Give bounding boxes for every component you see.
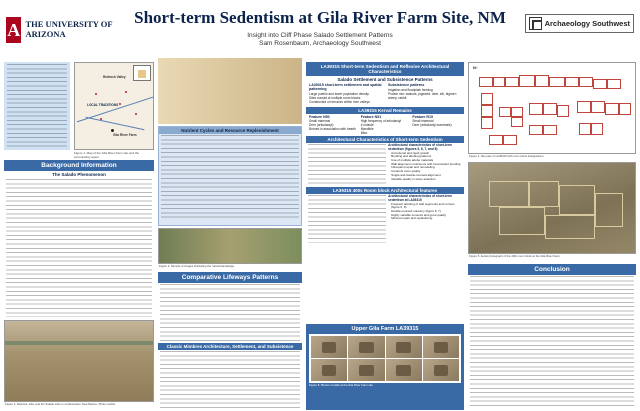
list-item: Double-coursed masonry (figure 6, 7) — [391, 209, 441, 214]
classic-mimbres-text — [158, 350, 302, 411]
arch-list-items — [388, 151, 464, 183]
column-1 — [4, 62, 154, 411]
wall-photo — [386, 359, 422, 381]
university-a-mark: A — [6, 17, 21, 43]
classic-mimbres-text-lines — [160, 351, 300, 411]
wall-photo — [311, 359, 347, 381]
background-section — [4, 160, 154, 318]
short-term-title: LA39315 Short-term Sedentism and Reflexive Architectural Characteristics — [306, 62, 464, 76]
archaeology-southwest-text: Archaeology Southwest — [544, 19, 630, 28]
map-label: Redrock Valley — [103, 75, 126, 79]
block-list-items — [388, 202, 464, 223]
room — [619, 103, 631, 115]
upper-gila-panel — [306, 324, 464, 410]
room — [529, 125, 543, 135]
column-2 — [158, 62, 302, 411]
column-4 — [468, 62, 636, 411]
comparative-text — [158, 283, 302, 343]
map-label: LOCAL TRADITIONS — [87, 103, 119, 107]
feature-item: Small mammal — [412, 118, 434, 123]
features-grid — [306, 114, 464, 136]
feature-block — [361, 115, 410, 135]
room — [499, 107, 511, 117]
poster-author: Sam Rosenbaum, Archaeology Southwest — [259, 40, 381, 47]
list-item: Single and double-coursed alignment — [391, 172, 441, 177]
block-list — [388, 194, 464, 244]
room — [529, 103, 543, 115]
list-item: Irrigation and floodplain farming — [388, 88, 433, 92]
list-item: Large pueblo and lower population density — [309, 92, 369, 96]
list-item: Constructed on terraces within river valleys — [309, 100, 370, 105]
background-title: Background Information — [4, 160, 154, 171]
feature-item: High frequency of artiodactyl — [360, 118, 402, 123]
title-block — [130, 8, 510, 47]
room — [607, 79, 621, 89]
wall-photo — [311, 336, 347, 358]
settlement-subtitle: Salado Settlement and Subsistence Patterns — [337, 77, 433, 82]
figure-5-caption: Figure 5. Aerial photograph of the 400s room block at the Gila River Farm — [469, 254, 560, 258]
block-section — [306, 194, 464, 244]
arch-list — [388, 143, 464, 187]
subsistence-list — [385, 83, 464, 106]
comparative-section — [158, 272, 302, 411]
background-text — [4, 178, 154, 318]
room — [481, 105, 493, 117]
room — [565, 77, 579, 87]
archaeology-southwest-logo — [525, 14, 634, 33]
room — [591, 123, 603, 135]
university-logo — [6, 10, 116, 50]
conclusion-text — [468, 275, 636, 407]
arch-list-title: Architectural characteristics of short-term sedentism (figures 5, 6, 7, and 8) — [388, 142, 452, 151]
comparative-text-lines — [160, 284, 300, 342]
subsistence-list-items — [385, 87, 464, 102]
room — [503, 135, 517, 145]
feature-name: Feature R19 — [412, 114, 433, 119]
poster-header — [0, 0, 640, 62]
wall-photo — [348, 359, 384, 381]
figure-8-caption: Figure 8. Photos of walls at the Gila River Farm site — [309, 383, 373, 387]
room — [489, 135, 503, 145]
room — [493, 77, 505, 87]
room — [535, 75, 549, 87]
wall-photo — [423, 359, 459, 381]
list-item: Use of multiple adobe materials — [391, 158, 434, 163]
feature-name: Feature N50 — [309, 114, 330, 119]
feature-item: Deer (artiodactyl) — [309, 122, 334, 127]
nutrient-text — [159, 134, 301, 222]
wall-photo — [386, 336, 422, 358]
room — [593, 79, 607, 89]
landscape-strip — [158, 228, 302, 264]
room — [543, 125, 557, 135]
settlement-list-items — [306, 91, 385, 106]
landscape-photo — [4, 320, 154, 402]
room — [511, 107, 523, 117]
feature-block — [309, 115, 358, 135]
arch-section — [306, 143, 464, 187]
nutrient-title: Nutrient Cycles and Resource Replenishment — [159, 127, 301, 134]
feature-item: # outside — [360, 122, 374, 127]
room — [511, 117, 523, 127]
region-map — [74, 62, 154, 150]
feature-item: Mandible — [360, 126, 374, 131]
feature-name: Feature N51 — [360, 114, 382, 119]
list-item: Infrequent repair and remodeling — [391, 165, 435, 170]
conclusion-title: Conclusion — [468, 264, 636, 275]
list-item: Frequent abutting of wall segments and corners (figure 6, 8) — [391, 201, 455, 210]
wall-photo — [423, 336, 459, 358]
intro-text-lines — [7, 64, 67, 148]
figure-2-caption: Figure 2. Redrock, Gila, and the Salado sites in southwestern New Mexico. Photo credits. — [5, 402, 116, 406]
map-label: Gila River Farm — [113, 133, 137, 137]
map-caption: Figure 1. Map of the Gila River Farm site and the surrounding region — [74, 151, 140, 159]
aerial-wall — [499, 207, 545, 235]
aerial-wall — [595, 193, 623, 227]
wall-photo — [348, 336, 384, 358]
room — [505, 77, 519, 87]
arch-text-lines — [308, 144, 386, 186]
block-title: LA39315 400s Room block Architectural features — [306, 187, 464, 194]
site-plan — [468, 62, 636, 154]
feature-item: Burned in association with hearth — [309, 126, 356, 131]
upper-gila-title: Upper Gila Farm LA39315 — [351, 326, 419, 332]
room — [481, 117, 493, 129]
university-name: THE UNIVERSITY OF ARIZONA — [25, 19, 113, 39]
poster-title: Short-term Sedentism at Gila River Farm Site, NM — [134, 8, 506, 27]
arch-text — [306, 143, 388, 187]
nutrient-panel — [158, 126, 302, 226]
features-title: LA39315 Kerval Remains — [306, 107, 464, 114]
photo-horizon — [5, 341, 154, 345]
aerial-wall — [559, 185, 595, 215]
feature-item: Small mammal — [309, 118, 331, 123]
feature-item: Deer (artiodactyl mammals) — [412, 122, 452, 127]
site-dot — [125, 91, 127, 93]
nutrient-text-lines — [161, 135, 299, 221]
site-marker — [111, 129, 114, 132]
map-river — [86, 117, 145, 130]
list-item: Protein mix: walnuts, pigweed, deer, elk, bighorn sheep, rabbit — [388, 92, 457, 101]
feature-item: Misc — [360, 130, 368, 135]
site-dot — [119, 103, 121, 105]
aerial-wall — [545, 215, 595, 239]
subsistence-list-title: Subsistence patterns — [388, 83, 425, 87]
conclusion-section — [468, 264, 636, 407]
settlement-list — [306, 83, 385, 106]
top-image — [158, 58, 302, 124]
column-3 — [306, 62, 464, 411]
map-inset — [133, 65, 151, 81]
salado-subtitle: The Salado Phenomenon — [52, 172, 106, 177]
figure-3-caption: Figure 3. Sample of images illustrating the natural landscape — [159, 264, 235, 268]
settlement-list-title: LA39315 short-term settlement and spatial patterning — [309, 83, 382, 91]
list-item: Contents room quality — [391, 169, 421, 174]
aerial-photo — [468, 162, 636, 254]
figure-4-caption: Figure 4. Site plan of LA39315 with room block designations — [469, 154, 544, 158]
background-text-lines — [6, 179, 152, 317]
site-dot — [135, 113, 137, 115]
aerial-wall — [489, 181, 529, 207]
room — [479, 77, 493, 87]
classic-mimbres-title: Classic Mimbres Architecture, Settlement, and Subsistence — [158, 343, 302, 350]
room — [549, 77, 565, 87]
archaeology-southwest-icon — [529, 17, 542, 30]
room — [519, 75, 535, 87]
north-arrow-icon: N↑ — [473, 65, 478, 70]
room — [577, 101, 591, 113]
intro-text — [4, 62, 70, 150]
list-item: Sites consist of multiple room blocks — [309, 96, 361, 101]
aerial-wall — [529, 181, 559, 207]
list-item: Wall alignment continuous with inconsistent bonding — [391, 161, 461, 166]
list-item: Minimal repair and replastering — [391, 216, 433, 221]
room — [481, 93, 493, 105]
room — [579, 123, 591, 135]
block-list-title: Architectural characteristics of short-term sedentism at LA39315 — [388, 193, 452, 202]
block-text-lines — [308, 195, 386, 243]
room — [605, 103, 619, 115]
conclusion-text-lines — [470, 276, 634, 406]
room — [579, 77, 593, 87]
list-item: Accretional and rapid growth — [391, 150, 430, 155]
room — [543, 103, 557, 115]
site-dot — [100, 118, 102, 120]
settlement-lists — [306, 83, 464, 106]
site-dot — [95, 93, 97, 95]
list-item: Highly variable cements and grout quality — [391, 212, 447, 217]
wall-photo-grid — [309, 334, 461, 383]
room — [591, 101, 605, 113]
list-item: Bonding and abutting patterns — [391, 154, 432, 159]
poster-subtitle: Insight into Cliff Phase Salado Settlement Patterns — [247, 32, 393, 39]
feature-block — [412, 115, 461, 135]
block-text — [306, 194, 388, 244]
arch-title: Architectural Characteristics of Short-term Sedentism — [306, 136, 464, 143]
room — [557, 105, 569, 117]
comparative-title: Comparative Lifeways Patterns — [158, 272, 302, 283]
list-item: Variable quality in stone selection — [391, 176, 436, 181]
